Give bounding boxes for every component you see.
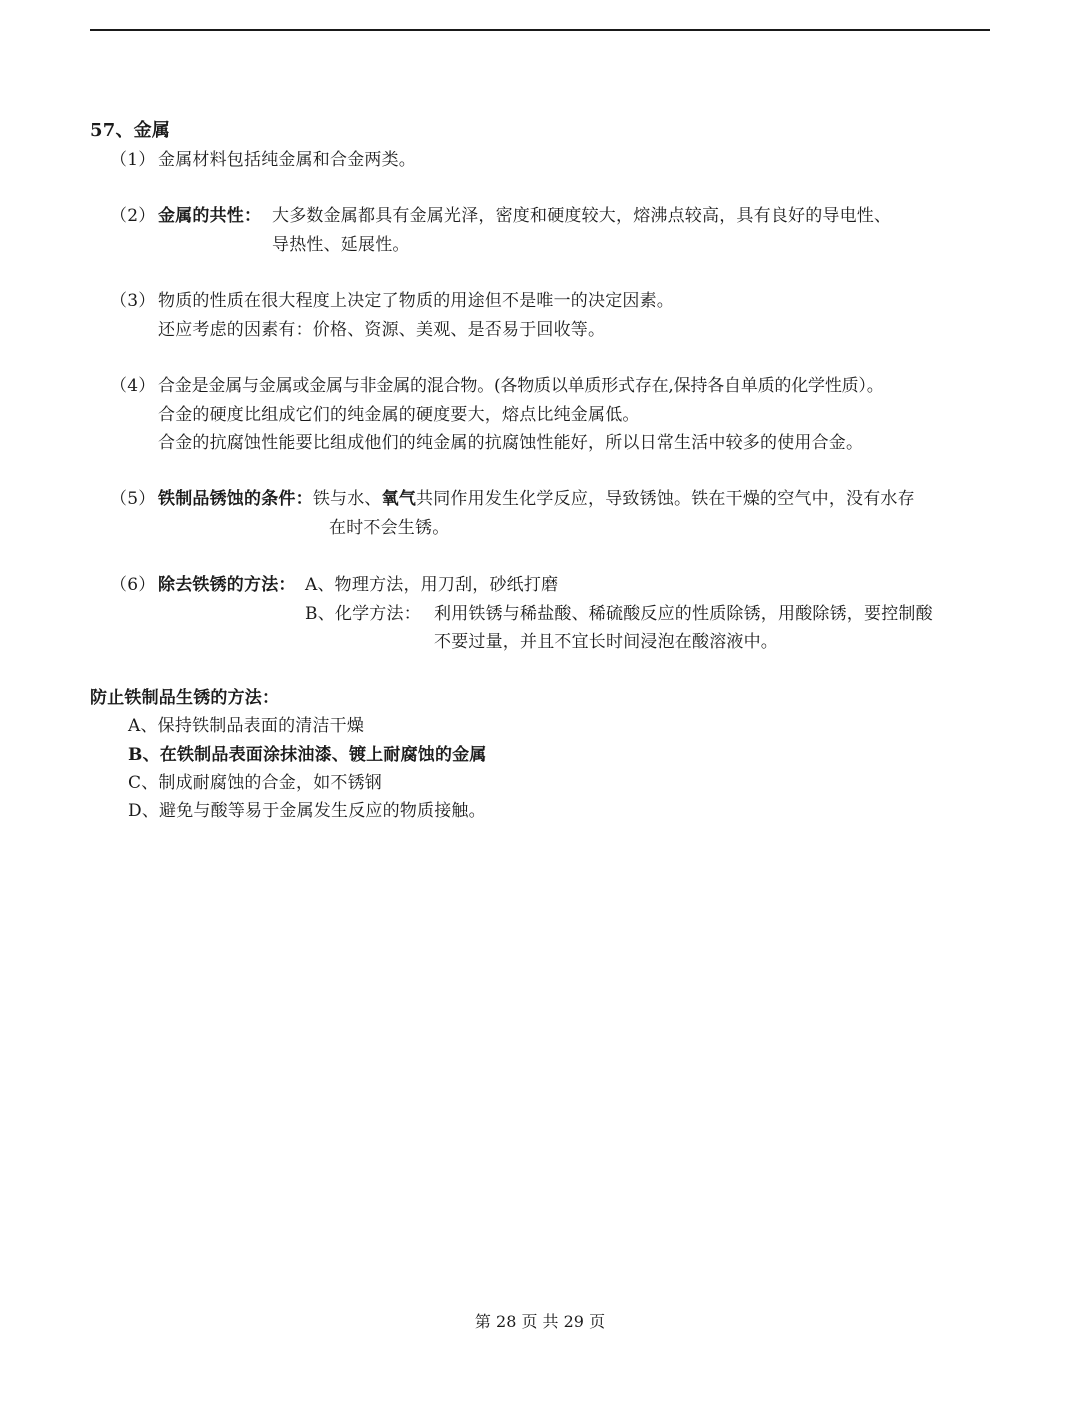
section-title: 57、金属 (90, 120, 171, 141)
item-6-heading: 除去铁锈的方法： (158, 575, 296, 595)
prevent-item-d: D、避免与酸等易于金属发生反应的物质接触。 (128, 801, 486, 821)
item-2-line-1: 大多数金属都具有金属光泽，密度和硬度较大，熔沸点较高，具有良好的导电性、 (272, 206, 892, 226)
item-2-heading: 金属的共性： (158, 206, 262, 226)
header-rule (90, 29, 990, 31)
item-6-option-a: A、物理方法，用刀刮，砂纸打磨 (305, 575, 559, 595)
item-5-text-a: 铁与水、 (312, 489, 382, 509)
item-4-line-1: 合金是金属与金属或金属与非金属的混合物。(各物质以单质形式存在,保持各自单质的化学性质）。 (158, 376, 884, 396)
prevent-item-c: C、制成耐腐蚀的合金，如不锈钢 (128, 773, 383, 793)
item-6-option-b-line-1: 利用铁锈与稀盐酸、稀硫酸反应的性质除锈，用酸除锈，要控制酸 (434, 604, 933, 624)
item-3-number: （3） (110, 291, 156, 311)
item-1-number: （1） (110, 150, 156, 170)
item-6-number: （6） (110, 575, 156, 595)
page-number-footer: 第 28 页 共 29 页 (474, 1312, 606, 1331)
item-5-number: （5） (110, 489, 156, 509)
item-4-line-3: 合金的抗腐蚀性能要比组成他们的纯金属的抗腐蚀性能好，所以日常生活中较多的使用合金。 (158, 433, 864, 453)
item-5-heading: 铁制品锈蚀的条件： (158, 489, 313, 509)
prevent-item-b: B、在铁制品表面涂抹油漆、镀上耐腐蚀的金属 (128, 745, 487, 765)
item-5-line-2: 在时不会生锈。 (329, 518, 450, 538)
prevent-item-a: A、保持铁制品表面的清洁干燥 (128, 716, 365, 736)
item-4-number: （4） (110, 376, 156, 396)
item-3-line-1: 物质的性质在很大程度上决定了物质的用途但不是唯一的决定因素。 (158, 291, 674, 311)
item-5-oxygen: 氧气 (381, 489, 417, 509)
item-3-line-2: 还应考虑的因素有：价格、资源、美观、是否易于回收等。 (158, 320, 606, 340)
prevent-title: 防止铁制品生锈的方法： (90, 688, 280, 708)
item-6-option-b-line-2: 不要过量，并且不宜长时间浸泡在酸溶液中。 (434, 632, 778, 652)
item-6-option-b-label: B、化学方法： (305, 604, 421, 624)
item-2-number: （2） (110, 206, 156, 226)
item-5-text-c: 共同作用发生化学反应，导致锈蚀。铁在干燥的空气中，没有水存 (416, 489, 915, 509)
item-4-line-2: 合金的硬度比组成它们的纯金属的硬度要大，熔点比纯金属低。 (158, 405, 640, 425)
item-5-line-1 (158, 488, 915, 510)
item-1-text: 金属材料包括纯金属和合金两类。 (158, 150, 416, 170)
item-2-line-2: 导热性、延展性。 (272, 235, 410, 255)
